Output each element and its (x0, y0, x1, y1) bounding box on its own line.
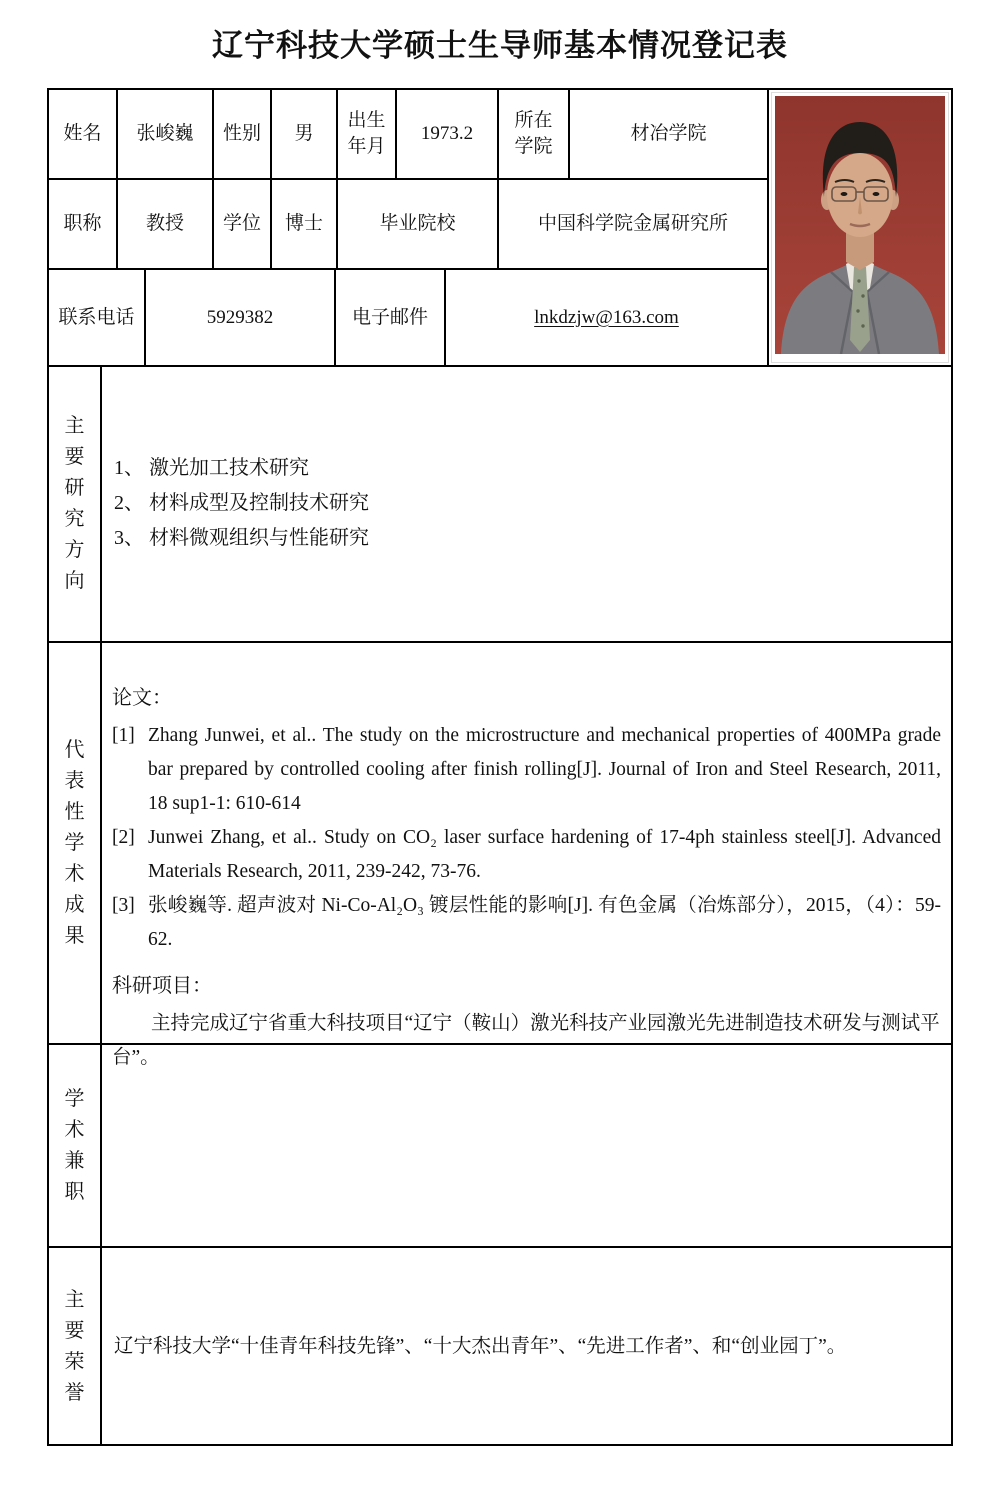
academic-positions-label-cell (49, 1045, 102, 1246)
section-research-directions (49, 367, 951, 643)
paper-index: [3] (112, 895, 135, 916)
prof-title-value: 教授 (118, 180, 214, 268)
phone-label: 联系电话 (49, 270, 146, 365)
page-title: 辽宁科技大学硕士生导师基本情况登记表 (212, 28, 788, 63)
college-value: 材冶学院 (570, 90, 769, 178)
email-cell (446, 270, 769, 365)
honors-content (102, 1248, 951, 1446)
paper-citation: 张峻巍等. 超声波对 Ni-Co-Al₂O₃ 镀层性能的影响[J]. 有色金属（冶炼部分），2015，（4）：59-62. (148, 895, 941, 950)
academic-positions-content (102, 1045, 951, 1246)
table-row (49, 180, 769, 270)
paper-index: [2] (112, 827, 135, 848)
research-directions-label-cell (49, 367, 102, 641)
name-label: 姓名 (49, 90, 118, 178)
portrait-illustration (775, 96, 945, 354)
achievements-content (102, 643, 951, 1068)
prof-title-label: 职称 (49, 180, 118, 268)
basic-info-rows (49, 90, 769, 365)
research-directions-content (102, 367, 951, 641)
paper-item (112, 719, 941, 821)
paper-index: [1] (112, 725, 135, 746)
paper-item (112, 889, 941, 957)
achievements-label: 代表性学术成果 (64, 738, 85, 947)
grad-school-label: 毕业院校 (338, 180, 499, 268)
table-row (49, 270, 769, 365)
research-item: 3、 材料微观组织与性能研究 (114, 527, 369, 549)
registration-table (47, 88, 953, 1446)
degree-value: 博士 (272, 180, 338, 268)
academic-positions-label: 学术兼职 (64, 1087, 85, 1203)
paper-item (112, 821, 941, 889)
birth-label: 出生年月 (338, 90, 397, 178)
project-item: 主持完成辽宁省重大科技项目“辽宁（鞍山）激光科技产业园激光先进制造技术研发与测试平台”。 (112, 1013, 940, 1068)
papers-heading: 论文： (112, 687, 172, 709)
table-row (49, 90, 769, 180)
research-item: 2、 材料成型及控制技术研究 (114, 492, 369, 514)
research-directions-label: 主要研究方向 (64, 415, 85, 592)
gender-label: 性别 (214, 90, 272, 178)
honors-text: 辽宁科技大学“十佳青年科技先锋”、“十大杰出青年”、“先进工作者”、和“创业园丁”。 (114, 1336, 847, 1357)
section-achievements (49, 643, 951, 1068)
name-value: 张峻巍 (118, 90, 214, 178)
grad-school-value: 中国科学院金属研究所 (499, 180, 769, 268)
paper-citation: Zhang Junwei, et al.. The study on the microstructure and mechanical properties of 400MPa grade bar prepared by controlled cooling after finish rolling[J]. Journal of Iron and Steel Research, 2011, 18 sup1-1: 610-614 (148, 725, 941, 814)
photo-cell (769, 90, 951, 365)
honors-label: 主要荣誉 (64, 1289, 85, 1404)
basic-info-area (49, 90, 951, 367)
gender-value: 男 (272, 90, 338, 178)
honors-label-cell (49, 1248, 102, 1446)
degree-label: 学位 (214, 180, 272, 268)
college-label: 所在学院 (499, 90, 570, 178)
section-honors (49, 1248, 951, 1446)
email-link[interactable]: lnkdzjw@163.com (534, 306, 679, 328)
birth-value: 1973.2 (397, 90, 499, 178)
projects-heading: 科研项目： (112, 975, 212, 997)
paper-citation: Junwei Zhang, et al.. Study on CO₂ laser surface hardening of 17-4ph stainless steel[J]. Advanced Materials Research, 2011, 239-242, 73-76. (148, 827, 941, 882)
achievements-label-cell (49, 643, 102, 1043)
phone-value: 5929382 (146, 270, 336, 365)
email-label: 电子邮件 (336, 270, 446, 365)
section-academic-positions (49, 1045, 951, 1248)
portrait-photo (772, 93, 948, 362)
research-item: 1、 激光加工技术研究 (114, 457, 309, 479)
